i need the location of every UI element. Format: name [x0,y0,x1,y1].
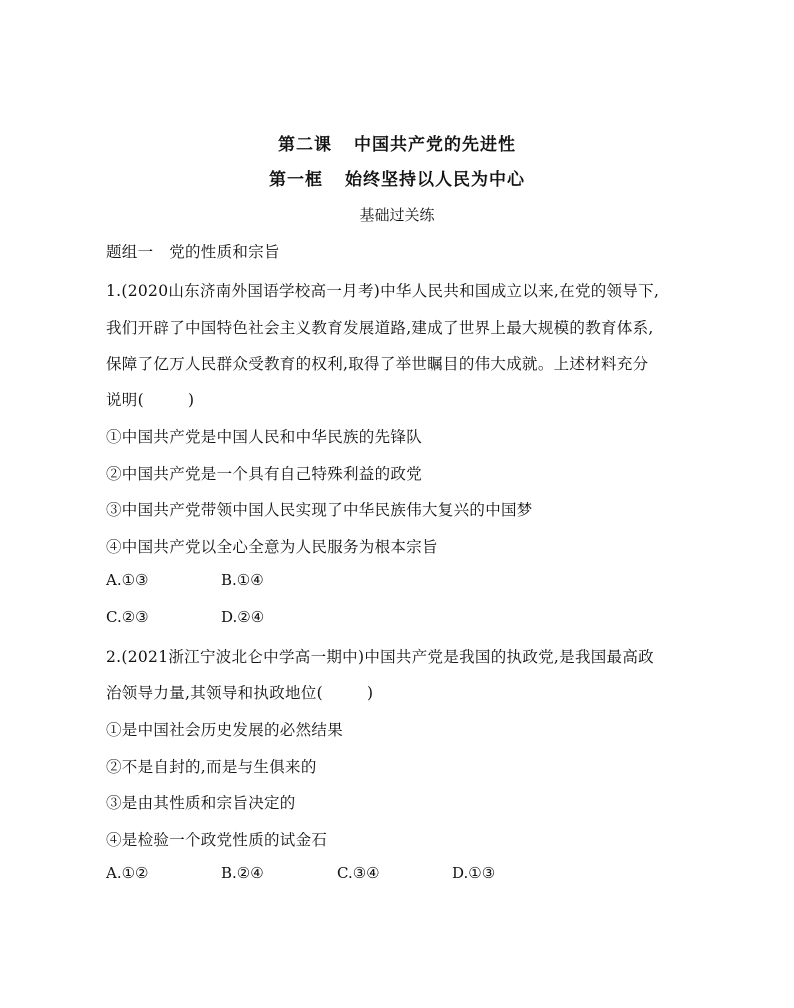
q1-stem-line-4 [106,388,194,410]
q1-item-3: ③中国共产党带领中国人民实现了中华民族伟大复兴的中国梦 [106,501,533,519]
q2-item-4: ④是检验一个政党性质的试金石 [106,831,328,849]
question-group-label: 题组一 党的性质和宗旨 [106,243,280,261]
q2-option-d: D.①③ [452,864,496,882]
q2-answer-paren-close: ) [366,684,374,702]
q1-item-4: ④中国共产党以全心全意为人民服务为根本宗旨 [106,538,438,556]
q1-option-b: B.①④ [221,571,264,589]
q2-item-2: ②不是自封的,而是与生俱来的 [106,758,317,776]
q1-item-2: ②中国共产党是一个具有自己特殊利益的政党 [106,465,423,483]
lesson-title-number: 第二课 [278,135,332,155]
section-title [0,165,794,190]
q2-option-c: C.③④ [337,864,380,882]
lesson-title [0,130,794,155]
section-title-number: 第一框 [269,170,323,190]
q1-answer-paren-close: ) [187,391,195,409]
q1-stem-line-2: 我们开辟了中国特色社会主义教育发展道路,建成了世界上最大规模的教育体系, [106,319,654,337]
exercise-label: 基础过关练 [359,206,435,224]
q1-option-a: A.①③ [106,571,149,589]
q1-stem-line-1: 1.(2020山东济南外国语学校高一月考)中华人民共和国成立以来,在党的领导下, [106,282,660,300]
q2-stem-line-1: 2.(2021浙江宁波北仑中学高一期中)中国共产党是我国的执政党,是我国最高政 [106,648,654,666]
q1-stem-line-3: 保障了亿万人民群众受教育的权利,取得了举世瞩目的伟大成就。上述材料充分 [106,355,649,373]
q2-option-a: A.①② [106,864,149,882]
q2-stem-prefix: 治领导力量,其领导和执政地位( [106,684,323,702]
q2-stem-line-2 [106,681,373,703]
q1-stem-prefix: 说明( [106,391,144,409]
q1-item-1: ①中国共产党是中国人民和中华民族的先锋队 [106,428,423,446]
q2-item-1: ①是中国社会历史发展的必然结果 [106,721,344,739]
q1-option-d: D.②④ [221,608,265,626]
q2-item-3: ③是由其性质和宗旨决定的 [106,794,296,812]
section-title-text: 始终坚持以人民为中心 [345,170,525,190]
q1-option-c: C.②③ [106,608,149,626]
lesson-title-text: 中国共产党的先进性 [354,135,516,155]
q2-option-b: B.②④ [221,864,264,882]
